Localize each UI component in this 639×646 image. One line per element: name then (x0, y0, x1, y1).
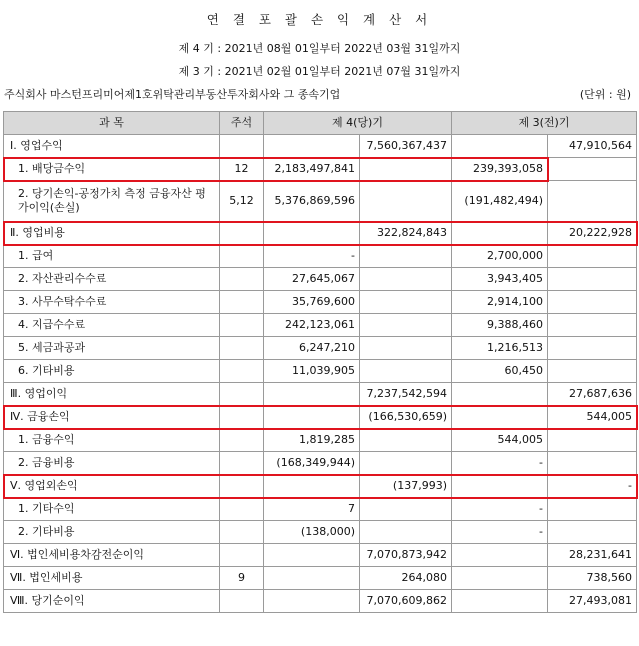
cell-prior-sub: 1,216,513 (452, 337, 548, 360)
table-row (4, 181, 637, 222)
cell-subject: 2. 당기손익-공정가치 측정 금융자산 평가이익(손실) (4, 181, 220, 222)
cell-subject: 3. 사무수탁수수료 (4, 291, 220, 314)
cell-prior-total (548, 158, 637, 181)
cell-current-total (360, 337, 452, 360)
cell-note: 12 (220, 158, 264, 181)
table-row (4, 498, 637, 521)
cell-note (220, 475, 264, 498)
table-row (4, 544, 637, 567)
cell-prior-sub (452, 222, 548, 245)
cell-current-sub (264, 222, 360, 245)
cell-note (220, 314, 264, 337)
cell-note (220, 590, 264, 613)
table-row (4, 360, 637, 383)
table-row (4, 429, 637, 452)
cell-prior-sub: 2,700,000 (452, 245, 548, 268)
cell-prior-total (548, 521, 637, 544)
cell-current-total (360, 268, 452, 291)
cell-subject: Ⅳ. 금융손익 (4, 406, 220, 429)
cell-prior-total: - (548, 475, 637, 498)
cell-prior-sub (452, 590, 548, 613)
cell-current-sub: 35,769,600 (264, 291, 360, 314)
cell-prior-total (548, 452, 637, 475)
cell-note (220, 406, 264, 429)
cell-subject: 4. 지급수수료 (4, 314, 220, 337)
cell-subject: 1. 배당금수익 (4, 158, 220, 181)
cell-current-total (360, 314, 452, 337)
cell-current-sub: 1,819,285 (264, 429, 360, 452)
cell-prior-total (548, 245, 637, 268)
table-row (4, 245, 637, 268)
cell-prior-sub (452, 544, 548, 567)
cell-current-total (360, 498, 452, 521)
cell-prior-sub: 3,943,405 (452, 268, 548, 291)
cell-prior-sub: 60,450 (452, 360, 548, 383)
cell-subject: 1. 금융수익 (4, 429, 220, 452)
table-header-row (4, 112, 637, 135)
cell-subject: Ⅲ. 영업이익 (4, 383, 220, 406)
table-row (4, 452, 637, 475)
cell-prior-total (548, 360, 637, 383)
cell-current-sub (264, 383, 360, 406)
cell-current-sub: 11,039,905 (264, 360, 360, 383)
table-row (4, 158, 637, 181)
cell-current-total: 7,070,873,942 (360, 544, 452, 567)
period-prior: 제 3 기 : 2021년 02월 01일부터 2021년 07월 31일까지 (178, 65, 461, 78)
cell-current-total (360, 452, 452, 475)
cell-current-total (360, 291, 452, 314)
cell-current-total (360, 158, 452, 181)
cell-note: 5,12 (220, 181, 264, 222)
cell-current-total (360, 181, 452, 222)
table-row (4, 406, 637, 429)
cell-note (220, 452, 264, 475)
cell-prior-total: 738,560 (548, 567, 637, 590)
cell-prior-total (548, 429, 637, 452)
cell-current-total (360, 429, 452, 452)
cell-prior-total: 47,910,564 (548, 135, 637, 158)
statement-title: 연 결 포 괄 손 익 계 산 서 (206, 12, 433, 27)
period-current: 제 4 기 : 2021년 08월 01일부터 2022년 03월 31일까지 (178, 42, 461, 55)
header-note: 주석 (220, 112, 264, 135)
cell-note (220, 268, 264, 291)
cell-subject: 6. 기타비용 (4, 360, 220, 383)
cell-current-sub (264, 135, 360, 158)
cell-note (220, 544, 264, 567)
table-row (4, 222, 637, 245)
table-row (4, 337, 637, 360)
cell-subject: 1. 기타수익 (4, 498, 220, 521)
cell-prior-sub (452, 383, 548, 406)
cell-prior-sub: 9,388,460 (452, 314, 548, 337)
table-body (4, 135, 637, 613)
cell-prior-total: 27,687,636 (548, 383, 637, 406)
cell-prior-sub (452, 135, 548, 158)
cell-subject: 2. 자산관리수수료 (4, 268, 220, 291)
income-statement-table (3, 111, 637, 613)
cell-note (220, 245, 264, 268)
cell-current-sub: (168,349,944) (264, 452, 360, 475)
table-row (4, 383, 637, 406)
cell-subject: 2. 금융비용 (4, 452, 220, 475)
table-row (4, 291, 637, 314)
cell-prior-sub (452, 475, 548, 498)
cell-current-sub: (138,000) (264, 521, 360, 544)
table-row (4, 135, 637, 158)
cell-subject: Ⅴ. 영업외손익 (4, 475, 220, 498)
cell-current-sub: 6,247,210 (264, 337, 360, 360)
cell-prior-sub: - (452, 452, 548, 475)
table-row (4, 590, 637, 613)
header-prior: 제 3(전)기 (452, 112, 637, 135)
cell-current-sub (264, 544, 360, 567)
cell-prior-sub: 239,393,058 (452, 158, 548, 181)
cell-note (220, 383, 264, 406)
company-name: 주식회사 마스턴프리미어제1호위탁관리부동산투자회사와 그 종속기업 (4, 88, 341, 101)
cell-prior-sub (452, 406, 548, 429)
table-row (4, 567, 637, 590)
cell-current-total (360, 360, 452, 383)
cell-note: 9 (220, 567, 264, 590)
cell-prior-total: 544,005 (548, 406, 637, 429)
cell-current-total (360, 245, 452, 268)
table-row (4, 268, 637, 291)
cell-current-sub: 7 (264, 498, 360, 521)
cell-note (220, 337, 264, 360)
cell-current-sub: 242,123,061 (264, 314, 360, 337)
cell-subject: 5. 세금과공과 (4, 337, 220, 360)
cell-subject: Ⅱ. 영업비용 (4, 222, 220, 245)
unit-label: (단위 : 원) (579, 88, 631, 101)
cell-prior-total (548, 337, 637, 360)
cell-current-sub: 5,376,869,596 (264, 181, 360, 222)
cell-note (220, 291, 264, 314)
cell-prior-total (548, 291, 637, 314)
cell-current-sub: 2,183,497,841 (264, 158, 360, 181)
cell-current-sub: 27,645,067 (264, 268, 360, 291)
table-row (4, 475, 637, 498)
cell-note (220, 429, 264, 452)
cell-note (220, 360, 264, 383)
cell-current-total: (166,530,659) (360, 406, 452, 429)
cell-prior-total (548, 498, 637, 521)
cell-current-total: (137,993) (360, 475, 452, 498)
cell-current-sub (264, 590, 360, 613)
cell-prior-sub: - (452, 521, 548, 544)
cell-prior-sub: (191,482,494) (452, 181, 548, 222)
cell-current-sub (264, 567, 360, 590)
cell-subject: Ⅰ. 영업수익 (4, 135, 220, 158)
cell-current-sub (264, 406, 360, 429)
cell-prior-total: 20,222,928 (548, 222, 637, 245)
cell-prior-total: 28,231,641 (548, 544, 637, 567)
header-current: 제 4(당)기 (264, 112, 452, 135)
cell-current-total: 7,237,542,594 (360, 383, 452, 406)
cell-prior-sub: - (452, 498, 548, 521)
header-subject: 과 목 (4, 112, 220, 135)
cell-current-sub (264, 475, 360, 498)
cell-current-total: 322,824,843 (360, 222, 452, 245)
cell-current-total: 7,070,609,862 (360, 590, 452, 613)
cell-current-total: 264,080 (360, 567, 452, 590)
cell-note (220, 521, 264, 544)
cell-prior-total (548, 314, 637, 337)
cell-prior-sub: 544,005 (452, 429, 548, 452)
cell-note (220, 135, 264, 158)
cell-subject: Ⅷ. 당기순이익 (4, 590, 220, 613)
cell-subject: 1. 급여 (4, 245, 220, 268)
cell-prior-sub (452, 567, 548, 590)
cell-note (220, 498, 264, 521)
table-row (4, 521, 637, 544)
cell-note (220, 222, 264, 245)
cell-current-sub: - (264, 245, 360, 268)
cell-subject: Ⅶ. 법인세비용 (4, 567, 220, 590)
cell-prior-sub: 2,914,100 (452, 291, 548, 314)
cell-current-total: 7,560,367,437 (360, 135, 452, 158)
cell-prior-total: 27,493,081 (548, 590, 637, 613)
cell-prior-total (548, 268, 637, 291)
cell-subject: 2. 기타비용 (4, 521, 220, 544)
table-row (4, 314, 637, 337)
cell-subject: Ⅵ. 법인세비용차감전순이익 (4, 544, 220, 567)
cell-current-total (360, 521, 452, 544)
cell-prior-total (548, 181, 637, 222)
